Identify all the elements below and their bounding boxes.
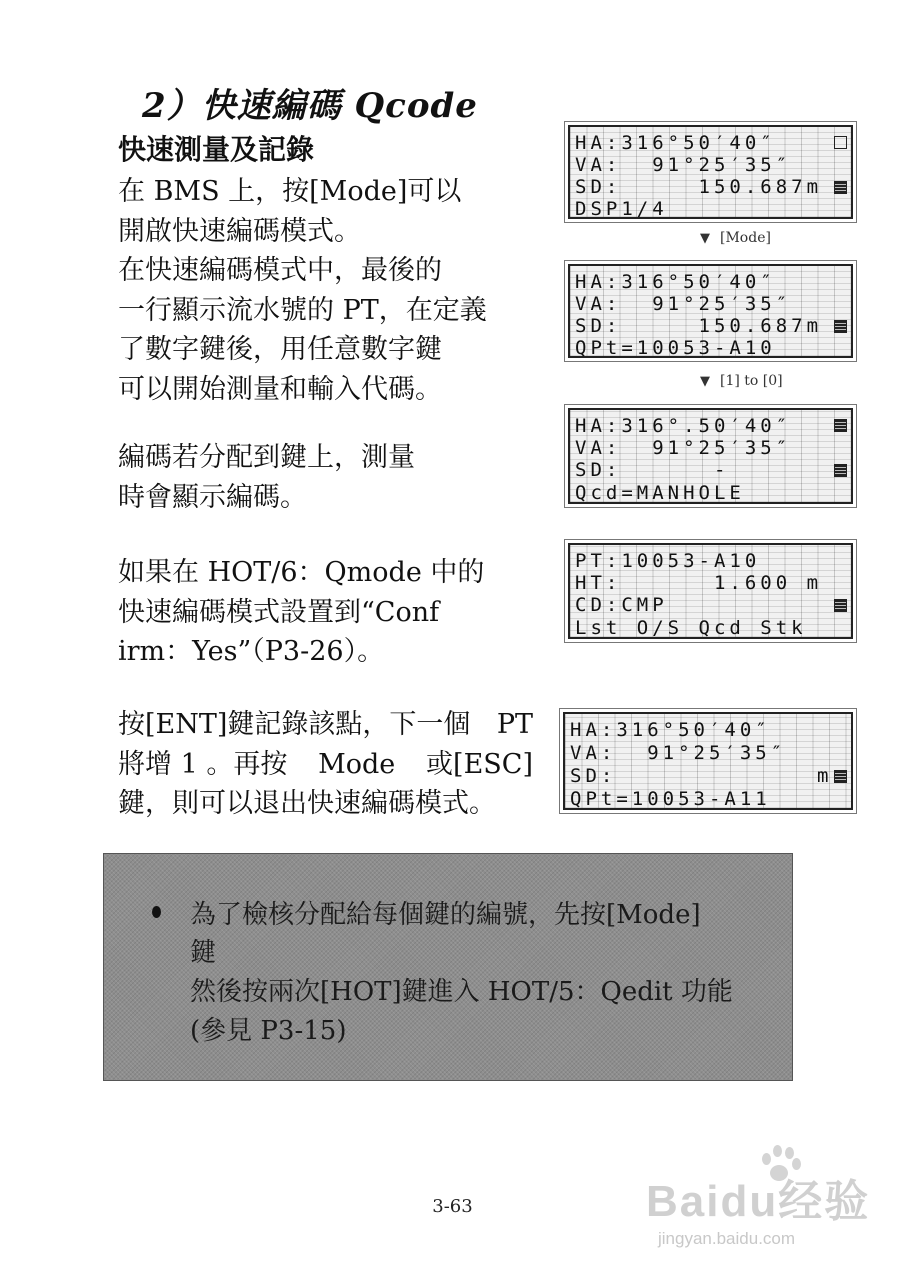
note-box bbox=[103, 853, 793, 1081]
text-line: 開啟快速編碼模式。 bbox=[118, 215, 361, 247]
note-line: 然後按兩次[HOT]鍵進入 HOT/5：Qedit 功能 bbox=[190, 977, 733, 1007]
down-arrow-icon: ▼ bbox=[700, 374, 710, 389]
lcd-screen-bms bbox=[568, 125, 853, 219]
text-line: 一行顯示流水號的 PT，在定義 bbox=[118, 294, 487, 326]
lcd-row-va: VA: 91°25′35″ bbox=[570, 742, 787, 764]
page-number: 3-63 bbox=[432, 1196, 473, 1217]
section-title: 2）快速編碼 Qcode bbox=[142, 86, 478, 126]
lcd-row-va: VA: 91°25′35″ bbox=[575, 154, 792, 176]
battery-icon bbox=[834, 599, 847, 612]
text-segment: 將增 1 。再按 bbox=[118, 748, 288, 780]
lcd-row-va: VA: 91°25′35″ bbox=[575, 437, 792, 459]
text-line: 時會顯示編碼。 bbox=[118, 481, 307, 513]
bullet-icon bbox=[152, 906, 161, 918]
key-hint-label: [Mode] bbox=[720, 230, 771, 246]
lcd-row-point: PT:10053-A10 bbox=[575, 550, 761, 572]
text-segment: PT bbox=[496, 709, 533, 740]
memory-icon bbox=[834, 419, 847, 432]
battery-icon bbox=[834, 464, 847, 477]
paragraph-record-point bbox=[118, 705, 533, 824]
lcd-row-code: Qcd=MANHOLE bbox=[575, 482, 745, 504]
lcd-row-status: DSP1/4 bbox=[575, 198, 668, 220]
text-segment: 鍵，則可以退出快速編碼模式。 bbox=[118, 788, 496, 819]
watermark bbox=[646, 1145, 901, 1255]
lcd-row-sd: SD: m bbox=[570, 765, 833, 787]
battery-icon bbox=[834, 181, 847, 194]
lcd-row-height: HT: 1.600 m bbox=[575, 572, 823, 594]
note-line: 鍵 bbox=[190, 938, 217, 968]
text-line: 編碼若分配到鍵上，測量 bbox=[118, 442, 415, 473]
text-line: 可以開始測量和輸入代碼。 bbox=[118, 373, 442, 405]
lcd-row-sd: SD: 150.687m bbox=[575, 176, 823, 198]
lcd-screen-code-measure bbox=[568, 408, 853, 504]
signal-icon bbox=[834, 136, 847, 149]
note-line: 為了檢核分配給每個鍵的編號，先按[Mode] bbox=[190, 900, 701, 930]
key-hint-mode bbox=[700, 230, 771, 246]
key-hint-label: [1] to [0] bbox=[720, 373, 783, 389]
lcd-row-sd: SD: - bbox=[575, 459, 730, 481]
text-line: 如果在 HOT/6：Qmode 中的 bbox=[118, 557, 485, 588]
watermark-logo: Baidu经验 bbox=[646, 1177, 871, 1226]
lcd-row-sd: SD: 150.687m bbox=[575, 315, 823, 337]
paragraph-code-display bbox=[118, 438, 415, 517]
note-line: (參見 P3-15) bbox=[190, 1016, 347, 1046]
lcd-row-va: VA: 91°25′35″ bbox=[575, 293, 792, 315]
text-line: 了數字鍵後，用任意數字鍵 bbox=[118, 334, 442, 365]
lcd-row-ha: HA:316°50′40″ bbox=[570, 719, 771, 741]
lcd-row-ha: HA:316°50′40″ bbox=[575, 271, 776, 293]
lcd-row-ha: HA:316°.50′40″ bbox=[575, 415, 792, 437]
text-line: irm：Yes”（P3-26）。 bbox=[118, 636, 385, 667]
text-segment: 或[ESC] bbox=[426, 748, 533, 780]
lcd-row-point: QPt=10053-A10 bbox=[575, 337, 776, 359]
text-segment: 按[ENT]鍵記錄該點，下一個 bbox=[118, 709, 471, 740]
text-segment: Mode bbox=[318, 748, 396, 780]
lcd-row-code: CD:CMP bbox=[575, 594, 668, 616]
lcd-screen-confirm bbox=[568, 543, 853, 639]
lcd-row-point: QPt=10053-A11 bbox=[570, 788, 771, 810]
battery-icon bbox=[834, 320, 847, 333]
text-line: 在 BMS 上，按[Mode]可以 bbox=[118, 176, 462, 207]
down-arrow-icon: ▼ bbox=[700, 231, 710, 246]
key-hint-numbers bbox=[700, 373, 783, 389]
lcd-row-ha: HA:316°50′40″ bbox=[575, 132, 776, 154]
text-line: 在快速編碼模式中，最後的 bbox=[118, 255, 442, 286]
paragraph-confirm-setting bbox=[118, 553, 484, 672]
text-line bbox=[118, 784, 533, 824]
paragraph-qcode-intro bbox=[118, 172, 487, 409]
battery-icon bbox=[834, 770, 847, 783]
text-line bbox=[118, 705, 533, 745]
section-subtitle: 快速測量及記錄 bbox=[118, 133, 315, 166]
lcd-softkey-row: Lst O/S Qcd Stk bbox=[575, 617, 807, 639]
lcd-screen-qcode-mode bbox=[568, 264, 853, 358]
text-line: 快速編碼模式設置到“Conf bbox=[118, 596, 440, 628]
watermark-url: jingyan.baidu.com bbox=[658, 1229, 796, 1248]
text-line bbox=[118, 745, 533, 785]
lcd-screen-next-point bbox=[563, 712, 853, 810]
